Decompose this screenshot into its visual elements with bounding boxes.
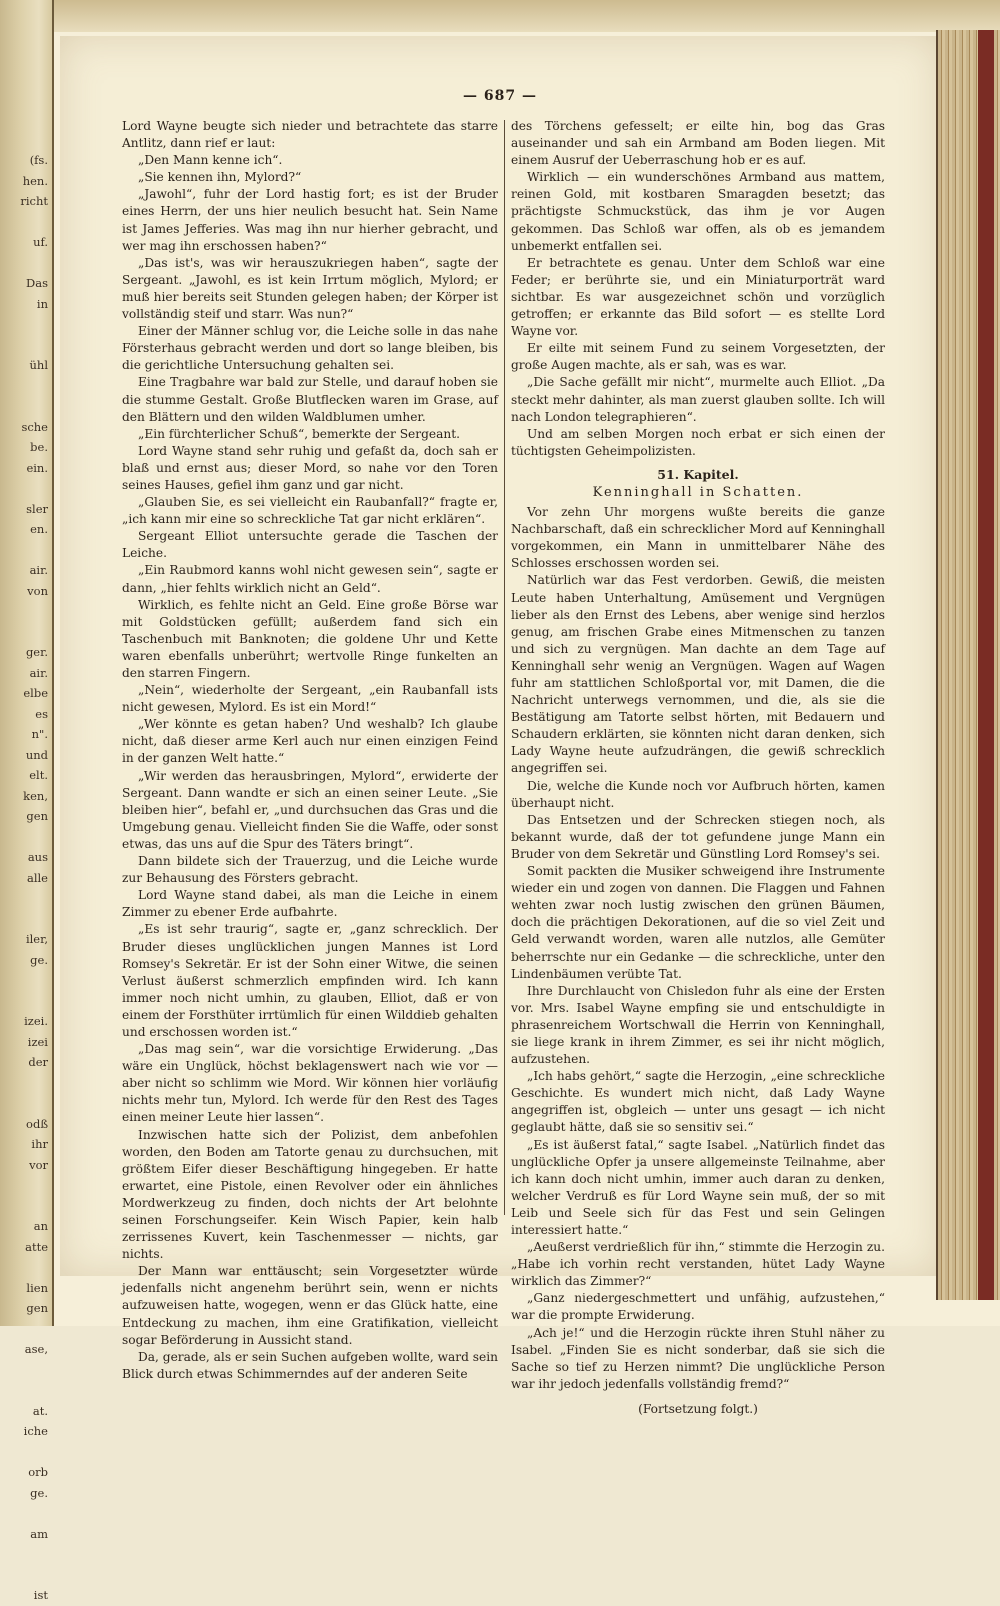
edge-fragment: elt. bbox=[29, 768, 48, 782]
edge-fragment: air. bbox=[29, 665, 48, 680]
edge-fragment: izei bbox=[27, 1034, 48, 1049]
paragraph: Dann bildete sich der Trauerzug, und die Leiche wurde zur Behausung des Försters gebracht. bbox=[122, 854, 498, 886]
paragraph: Vor zehn Uhr morgens wußte bereits die ganze Nachbarschaft, daß ein schrecklicher Mord auf Kenninghall vorgekommen, ein Mann in unmittelbarer Nähe des Schlosses erschossen worden sei. bbox=[511, 505, 885, 571]
paragraph: „Ein fürchterlicher Schuß“, bemerkte der Sergeant. bbox=[138, 426, 460, 441]
edge-fragment bbox=[0, 1257, 48, 1278]
edge-fragment: (fs. bbox=[29, 153, 48, 167]
paragraph: „Ganz niedergeschmettert und unfähig, aufzustehen,“ war die prompte Erwiderung. bbox=[511, 1291, 885, 1323]
paragraph: „Es ist sehr traurig“, sagte er, „ganz schrecklich. Der Bruder dieses unglücklichen jungen Mannes ist Lord Romsey's Sekretär. Er ist der Sohn einer Witwe, die seinen Verlust äußerst schmerzlich empfinden wird. Ich kann immer noch nicht umhin, zu glauben, Elliot, daß er von einem der Forsthüter irrtümlich für einen Wilddieb gehalten und erschossen worden ist.“ bbox=[122, 922, 498, 1039]
edge-fragment: odß bbox=[26, 1116, 48, 1131]
paragraph: Wirklich, es fehlte nicht an Geld. Eine große Börse war mit Goldstücken gefüllt; außerdem fand sich ein Taschenbuch mit Banknoten; die goldene Uhr und Kette waren ebenfalls unberührt; wertvolle Ringe funkelten an den starren Fingern. bbox=[122, 597, 498, 680]
edge-fragment bbox=[0, 1442, 48, 1463]
edge-fragment bbox=[0, 827, 48, 848]
paragraph: Lord Wayne stand sehr ruhig und gefaßt da, doch sah er blaß und ernst aus; dieser Mord, so nahe vor den Toren seines Hauses, gefiel ihm ganz und gar nicht. bbox=[122, 443, 498, 492]
paragraph: Der Mann war enttäuscht; sein Vorgesetzter würde jedenfalls nicht angenehm berührt sein, wenn er nichts aufzuweisen hatte, wogegen, wenn er das Glück hatte, eine Entdeckung zu machen, ihm eine Gratifikation, vielleicht sogar Beförderung in Aussicht stand. bbox=[122, 1264, 498, 1347]
edge-fragment: ge. bbox=[30, 1485, 48, 1500]
paragraph: „Glauben Sie, es sei vielleicht ein Raubanfall?“ fragte er, „ich kann mir eine so schreckliche Tat gar nicht erklären“. bbox=[122, 495, 498, 527]
edge-fragment: ger. bbox=[25, 645, 48, 659]
right-column bbox=[511, 118, 885, 1418]
edge-fragment: in bbox=[36, 296, 48, 311]
edge-fragment bbox=[0, 396, 48, 417]
paragraph: Da, gerade, als er sein Suchen aufgeben wollte, ward sein Blick durch etwas Schimmerndes auf der anderen Seite bbox=[122, 1349, 498, 1381]
right-column-after-chapter bbox=[511, 504, 885, 1393]
edge-fragment: sler bbox=[26, 501, 48, 516]
edge-fragment bbox=[0, 970, 48, 991]
edge-fragment: at. bbox=[32, 1403, 48, 1418]
edge-fragment bbox=[0, 991, 48, 1012]
edge-fragment bbox=[0, 1544, 48, 1565]
edge-fragment: sche bbox=[21, 419, 48, 434]
edge-fragment: hen. bbox=[22, 173, 48, 188]
paragraph: Lord Wayne beugte sich nieder und betrachtete das starre Antlitz, dann rief er laut: bbox=[122, 119, 498, 151]
paragraph: „Aeußerst verdrießlich für ihn,“ stimmte die Herzogin zu. „Habe ich vorhin recht verstanden, hütet Lady Wayne wirklich das Zimmer?“ bbox=[511, 1240, 885, 1289]
paragraph: Er betrachtete es genau. Unter dem Schloß war eine Feder; er berührte sie, und ein Miniaturporträt ward sichtbar. Es war ausgezeichnet schön und vorzüglich getroffen; er erkannte das Bild sofort — es stellte Lord Wayne vor. bbox=[511, 255, 885, 339]
paragraph: Einer der Männer schlug vor, die Leiche solle in das nahe Försterhaus gebracht werden und dort so lange bleiben, bis die gerichtliche Untersuchung gehalten sei. bbox=[122, 324, 498, 373]
paragraph: Die, welche die Kunde noch vor Aufbruch hörten, kamen überhaupt nicht. bbox=[511, 778, 885, 810]
edge-fragment: an bbox=[33, 1219, 48, 1233]
edge-fragment: Das bbox=[26, 276, 48, 290]
top-binding-shadow bbox=[52, 0, 1000, 32]
paragraph: „Jawohl“, fuhr der Lord hastig fort; es ist der Bruder eines Herrn, der uns hier neulich besucht hat. Sein Name ist James Jefferies. Was mag ihn nur hierher gebracht, und wer mag ihn erschossen haben?“ bbox=[122, 187, 498, 253]
edge-fragment: gen bbox=[26, 1301, 48, 1315]
edge-fragment: richt bbox=[20, 194, 48, 208]
paragraph: „Es ist äußerst fatal,“ sagte Isabel. „Natürlich findet das unglückliche Opfer ja unsere allgemeinste Teilnahme, aber ich kann doch nicht umhin, immer auch daran zu denken, welcher Verdruß es für Lord Wayne sein muß, der so mit Leib und Seele sich für das Fest und sein Gelingen interessiert hatte.“ bbox=[511, 1137, 885, 1237]
chapter-number: 51. Kapitel. bbox=[657, 466, 739, 482]
continuation-note: (Fortsetzung folgt.) bbox=[638, 1401, 758, 1416]
edge-fragment: iche bbox=[23, 1424, 48, 1438]
paragraph: Eine Tragbahre war bald zur Stelle, und darauf hoben sie die stumme Gestalt. Große Blutflecken waren im Grase, auf den Blättern und den wilden Waldblumen umher. bbox=[122, 375, 498, 424]
left-column bbox=[122, 118, 498, 1383]
paragraph: des Törchens gefesselt; er eilte hin, bog das Gras auseinander und sah ein Armband am Boden liegen. Mit einem Ausruf der Ueberraschung hob er es auf. bbox=[511, 119, 885, 168]
edge-fragment bbox=[0, 335, 48, 356]
paragraph: Ihre Durchlaucht von Chisledon fuhr als eine der Ersten vor. Mrs. Isabel Wayne empfing sie und entschuldigte in phrasenreichem Wortschwall die Herrin von Kenninghall, sie liege krank in ihrem Zimmer, es sei ihr nicht möglich, aufzustehen. bbox=[511, 983, 885, 1067]
edge-fragment bbox=[0, 212, 48, 233]
paragraph: Das Entsetzen und der Schrecken stiegen noch, als bekannt wurde, daß der tot gefundene junge Mann ein Bruder von dem Sekretär und Günstling Lord Romsey's sei. bbox=[511, 812, 885, 861]
edge-fragment: lien bbox=[26, 1280, 48, 1295]
paragraph: Lord Wayne stand dabei, als man die Leiche in einem Zimmer zu ebener Erde aufbahrte. bbox=[122, 888, 498, 920]
edge-fragment: elbe bbox=[23, 686, 48, 700]
edge-fragment: ist bbox=[33, 1588, 48, 1602]
edge-fragment: air. bbox=[29, 563, 48, 577]
paragraph: „Das ist's, was wir herauszukriegen haben“, sagte der Sergeant. „Jawohl, es ist kein Irrtum möglich, Mylord; er muß hier bereits seit Stunden gelegen haben; der Körper ist vollständig steif und starr. Was nun?“ bbox=[122, 255, 498, 322]
edge-fragment bbox=[0, 1175, 48, 1196]
edge-fragment: uf. bbox=[33, 235, 48, 249]
edge-fragment bbox=[0, 909, 48, 930]
edge-fragment bbox=[0, 540, 48, 561]
column-divider bbox=[504, 120, 505, 1215]
edge-fragment: ken, bbox=[23, 788, 48, 803]
edge-fragment: n". bbox=[31, 727, 48, 741]
edge-fragment: es bbox=[35, 706, 48, 721]
edge-fragment: iler, bbox=[25, 932, 48, 946]
edge-fragment: und bbox=[25, 747, 48, 762]
page-number: — 687 — bbox=[463, 88, 537, 104]
edge-fragment bbox=[0, 601, 48, 622]
paragraph: „Nein“, wiederholte der Sergeant, „ein Raubanfall ists nicht gewesen, Mylord. Es ist ein Mord!“ bbox=[122, 683, 498, 715]
edge-fragment bbox=[0, 1565, 48, 1586]
edge-fragment bbox=[0, 1073, 48, 1094]
paragraph: Somit packten die Musiker schweigend ihre Instrumente wieder ein und zogen von dannen. Die Flaggen und Fahnen wehten zwar noch lustig zwischen den grünen Bäumen, doch die prächtigen Dekorationen, auf die so viel Zeit und Geld verwandt worden, waren alle nutzlos, alle Gemüter beherrschte nur ein Gedanke — die schreckliche, unter den Lindenbäumen verübte Tat. bbox=[511, 864, 885, 981]
paragraph: „Ein Raubmord kanns wohl nicht gewesen sein“, sagte er dann, „hier fehlts wirklich nicht an Geld“. bbox=[122, 563, 498, 595]
book-edge-right bbox=[936, 30, 1000, 1300]
edge-fragment: ge. bbox=[30, 952, 48, 967]
edge-fragment bbox=[0, 1319, 48, 1340]
edge-fragment: orb bbox=[28, 1465, 48, 1479]
paragraph: „Sie kennen ihn, Mylord?“ bbox=[138, 170, 302, 185]
edge-fragment: en. bbox=[30, 522, 48, 536]
paragraph: Wirklich — ein wunderschönes Armband aus mattem, reinen Gold, mit kostbaren Smaragden besetzt; das prächtigste Schmuckstück, das ihm je vor Augen gekommen. Das Schloß war offen, als ob es jemandem unbemerkt entfallen sei. bbox=[511, 170, 885, 253]
edge-fragment: ihr bbox=[31, 1137, 48, 1151]
paragraph: „Den Mann kenne ich“. bbox=[138, 153, 283, 168]
paragraph: „Die Sache gefällt mir nicht“, murmelte auch Elliot. „Da steckt mehr dahinter, als man zuerst glauben sollte. Ich will nach London telegraphieren“. bbox=[511, 375, 885, 424]
edge-fragment: ühl bbox=[29, 358, 48, 372]
edge-fragment: vor bbox=[29, 1157, 48, 1172]
edge-fragment bbox=[0, 376, 48, 397]
edge-fragment: gen bbox=[26, 809, 48, 823]
edge-fragment bbox=[0, 253, 48, 274]
paragraph: Und am selben Morgen noch erbat er sich einen der tüchtigsten Geheimpolizisten. bbox=[511, 426, 885, 458]
edge-fragment: alle bbox=[26, 870, 48, 885]
paragraph: Sergeant Elliot untersuchte gerade die Taschen der Leiche. bbox=[122, 529, 498, 561]
edge-fragment bbox=[0, 1503, 48, 1524]
edge-fragment: izei. bbox=[24, 1014, 48, 1028]
paragraph: „Wer könnte es getan haben? Und weshalb? Ich glaube nicht, daß dieser arme Kerl auch nur einen einzigen Feind in der ganzen Welt hatte.“ bbox=[122, 717, 498, 766]
paragraph: Inzwischen hatte sich der Polizist, dem anbefohlen worden, den Boden am Tatorte genau zu durchsuchen, mit größtem Eifer dieser Beschäftigung hingegeben. Er hatte erwartet, eine Pistole, einen Revolver oder ein ähnliches Mordwerkzeug zu finden, doch nichts der Art belohnte seinen Forschungseifer. Kein Wisch Papier, kein halb zerrissenes Kuvert, kein Taschenmesser — nichts, gar nichts. bbox=[122, 1127, 498, 1262]
edge-fragment bbox=[0, 1380, 48, 1401]
paragraph: „Ach je!“ und die Herzogin rückte ihren Stuhl näher zu Isabel. „Finden Sie es nicht sonderbar, daß sie sich die Sache so tief zu Herzen nimmt? Die unglückliche Person war ihr jedoch jedenfalls vollständig fremd?“ bbox=[511, 1325, 885, 1391]
edge-fragment: ase, bbox=[24, 1342, 48, 1356]
edge-fragment bbox=[0, 888, 48, 909]
edge-fragment: aus bbox=[27, 850, 48, 864]
edge-fragment bbox=[0, 478, 48, 499]
edge-fragment bbox=[0, 1360, 48, 1381]
edge-fragment bbox=[0, 1093, 48, 1114]
left-page-edge-text bbox=[0, 150, 48, 1606]
paragraph: „Wir werden das herausbringen, Mylord“, erwiderte der Sergeant. Dann wandte er sich an einen seiner Leute. „Sie bleiben hier“, befahl er, „und durchsuchen das Gras und die Umgebung genau. Vielleicht finden Sie die Waffe, oder sonst etwas, das uns auf die Spur des Täters bringt“. bbox=[122, 768, 498, 851]
paragraph: „Ich habs gehört,“ sagte die Herzogin, „eine schreckliche Geschichte. Es wundert mich nicht, daß Lady Wayne angegriffen ist, obgleich — unter uns gesagt — ich nicht geglaubt hätte, daß sie so sensitiv sei.“ bbox=[511, 1069, 885, 1135]
edge-fragment: am bbox=[30, 1526, 48, 1541]
edge-fragment: atte bbox=[25, 1239, 48, 1254]
chapter-title: Kenninghall in Schatten. bbox=[592, 484, 804, 500]
left-page-gutter bbox=[0, 0, 54, 1602]
paragraph: Natürlich war das Fest verdorben. Gewiß, die meisten Leute haben Unterhaltung, Amüsement und Vergnügen lieber als den Ernst des Lebens, aber wenige sind herzlos genug, am frischen Grabe eines Mitmenschen zu tanzen und sich zu vergnügen. Man dachte an dem Tage auf Kenninghall sehr wenig an Vergnügen. Wagen auf Wagen fuhr am stattlichen Schloßportal vor, mit Damen, die die Nachricht unterwegs vernommen, und die, als sie die Bestätigung am Tatorte selbst hörten, mit Bedauern und Schaudern erklärten, sie könnten nicht daran denken, sich Lady Wayne heute aufzudrängen, die gewiß schrecklich angegriffen sei. bbox=[511, 573, 885, 776]
right-column-before-chapter bbox=[511, 118, 885, 460]
paragraph: Er eilte mit seinem Fund zu seinem Vorgesetzten, der große Augen machte, als er sah, was es war. bbox=[511, 341, 885, 373]
edge-fragment bbox=[0, 1196, 48, 1217]
edge-fragment: der bbox=[28, 1055, 48, 1069]
edge-fragment: be. bbox=[30, 440, 48, 454]
edge-fragment bbox=[0, 314, 48, 335]
edge-fragment bbox=[0, 622, 48, 643]
paragraph: „Das mag sein“, war die vorsichtige Erwiderung. „Das wäre ein Unglück, höchst beklagenswert nach wie vor — aber nicht so schlimm wie Mord. Wir können hier vorläufig nichts mehr tun, Mylord. Ich werde für den Rest des Tages einen meiner Leute hier lassen“. bbox=[122, 1042, 498, 1125]
edge-fragment: ein. bbox=[26, 460, 48, 475]
edge-fragment: von bbox=[27, 583, 48, 598]
